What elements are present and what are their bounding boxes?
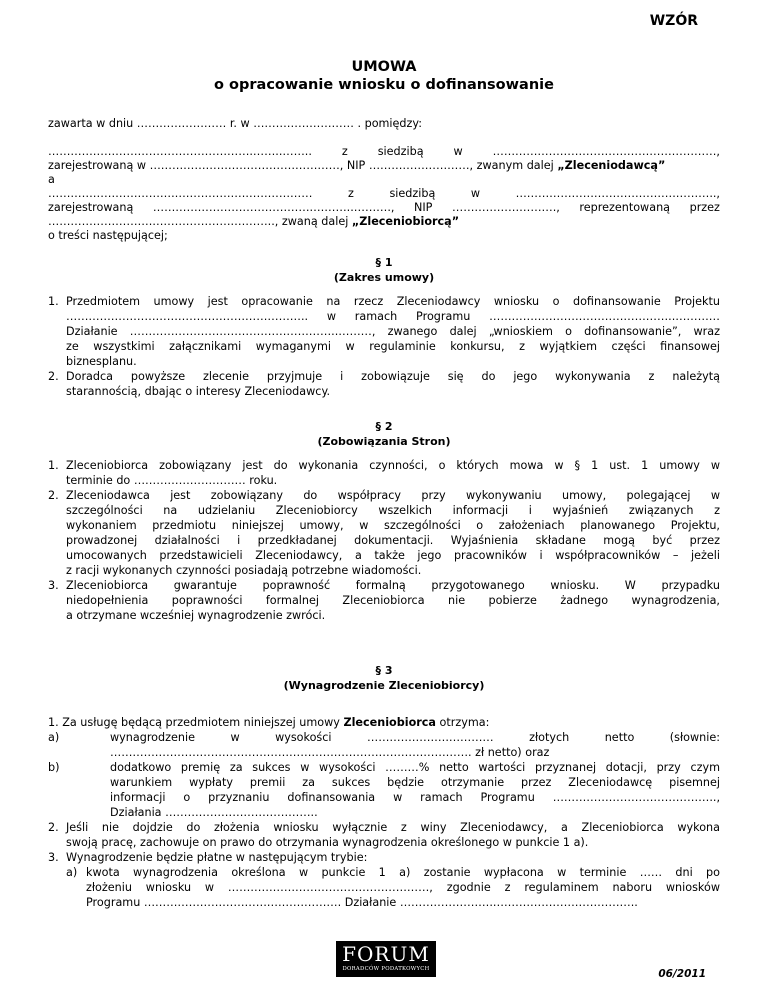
party1-line2: zarejestrowaną w ……………………………………………, NIP ………………………, zwanym dalej „Zleceniodawcą” xyxy=(48,159,666,172)
s1-item1-line5: biznesplanu. xyxy=(66,355,137,368)
party2-line2: zarejestrowaną …………………………………….………..………., NIP ………………………., reprezentowaną przez xyxy=(48,201,720,214)
logo-sub-text: DORADCÓW PODATKOWYCH xyxy=(342,966,430,972)
s2-item3-line3: a otrzymane wcześniej wynagrodzenie zwróci. xyxy=(66,609,326,622)
s2-item3-line1: Zleceniobiorca gwarantuje poprawność formalną przygotowanego wniosku. W przypadku xyxy=(66,579,720,592)
s2-item3-line2: niedopełnienia poprawności formalnej Zleceniobiorca nie pobierze żadnego wynagrodzenia, xyxy=(66,594,720,607)
list-number: 3. xyxy=(48,851,59,864)
s3-item2-line1: Jeśli nie dojdzie do złożenia wniosku wyłącznie z winy Zleceniodawcy, a Zleceniobiorca wykona xyxy=(66,821,720,834)
section2-title: (Zobowiązania Stron) xyxy=(317,435,451,448)
logo-main-text: FORUM xyxy=(342,942,430,966)
list-letter: b) xyxy=(48,761,60,774)
document-subtitle: o opracowanie wniosku o dofinansowanie xyxy=(214,77,554,93)
document-title: UMOWA xyxy=(351,59,417,75)
list-letter: a) xyxy=(48,731,60,744)
s2-item1-line2: terminie do ………………………… roku. xyxy=(66,474,278,487)
section3-sign: § 3 xyxy=(375,664,393,677)
document-date: 06/2011 xyxy=(658,968,706,980)
s1-item1-line2: ……………………………………………………….. w ramach Programu …………………………………………..………… xyxy=(66,310,720,323)
s2-item1-line1: Zleceniobiorca zobowiązany jest do wykonania czynności, o których mowa w § 1 ust. 1 umowy w xyxy=(66,459,720,472)
list-number: 2. xyxy=(48,370,59,383)
list-number: 2. xyxy=(48,489,59,502)
intro-closing: o treści następującej; xyxy=(48,229,168,242)
party2-line3: ……………………….………………….……….., zwaną dalej „Zleceniobiorcą” xyxy=(48,215,460,228)
section1-title: (Zakres umowy) xyxy=(333,271,435,284)
s3-item1b-line1: dodatkowo premię za sukces w wysokości ………% netto wartości przyznanej dotacji, przy czym xyxy=(110,761,720,774)
s2-item2-line5: umocowanych przedstawicieli Zleceniodawcy, a także jego pracowników i współpracowników – jeżeli xyxy=(66,549,720,562)
s3-item1b-line4: Działania ………………………………….. xyxy=(110,806,318,819)
contract-date-line: zawarta w dniu …………………… r. w ……………………… . pomiędzy: xyxy=(48,117,422,130)
section2-sign: § 2 xyxy=(375,420,393,433)
s2-item2-line4: prowadzonej działalności i przedkładanej dokumentacji. Wyjaśnienia składane mogą być przez xyxy=(66,534,720,547)
s3-item1b-line2: warunkiem wypłaty premii za sukces będzie otrzymanie przez Zleceniodawcę pisemnej xyxy=(110,776,720,789)
s3-item1b-line3: informacji o przyznaniu dofinansowania w ramach Programu …………………………………….., xyxy=(110,791,720,804)
s1-item1-line3: Działanie ………………………………………………..………, zwanego dalej „wnioskiem o dofinansowanie”, wraz xyxy=(66,325,720,338)
s3-item2-line2: swoją pracę, zachowuje on prawo do otrzymania wynagrodzenia określonego w punkcie 1 a). xyxy=(66,836,589,849)
s2-item2-line2: szczególności na udzielaniu Zleceniobiorcy wszelkich informacji i wyjaśnień związanych z xyxy=(66,504,720,517)
s1-item2-line1: Doradca powyższe zlecenie przyjmuje i zobowiązuje się do jego wykonywania z należytą xyxy=(66,370,720,383)
list-number: 2. xyxy=(48,821,59,834)
list-letter: a) xyxy=(66,866,78,879)
conjunction: a xyxy=(48,173,55,186)
s2-item2-line3: wykonaniem przedmiotu niniejszej umowy, w szczególności o założeniach planowanego Projektu, xyxy=(66,519,720,532)
s3-item1a-line2: ……………………………………………………………………………………. zł netto) oraz xyxy=(110,746,550,759)
party2-line1: …………………………….……………….……………… z siedzibą w …………………………………….……….., xyxy=(48,187,720,200)
s1-item1-line4: ze wszystkimi załącznikami wymaganymi w regulaminie konkursu, z wyjątkiem części finansowej xyxy=(66,340,720,353)
forum-logo xyxy=(336,941,436,977)
s3-item3a-line1: kwota wynagrodzenia określona w punkcie 1 a) zostanie wypłacona w terminie …… dni po xyxy=(86,866,720,879)
s2-item2-line6: z racji wykonanych czynności posiadają potrzebne wiadomości. xyxy=(66,564,422,577)
s3-item3a-line3: Programu …………………………….………………. Działanie ……………………..……………………………….. xyxy=(86,896,638,909)
s3-item1-line: 1. Za usługę będącą przedmiotem niniejszej umowy Zleceniobiorca otrzyma: xyxy=(48,716,490,729)
s1-item1-line1: Przedmiotem umowy jest opracowanie na rzecz Zleceniodawcy wniosku o dofinansowanie Projektu xyxy=(66,295,720,308)
s3-item3-line1: Wynagrodzenie będzie płatne w następującym trybie: xyxy=(66,851,368,864)
s3-item1a-line1: wynagrodzenie w wysokości ………………….………… złotych netto (słownie: xyxy=(110,731,720,744)
list-number: 3. xyxy=(48,579,59,592)
s2-item2-line1: Zleceniodawca jest zobowiązany do współpracy przy wykonywaniu umowy, polegającej w xyxy=(66,489,720,502)
section3-title: (Wynagrodzenie Zleceniobiorcy) xyxy=(283,679,485,692)
party1-line1: ……………………………………………….……..…….. z siedzibą w ……………………………………………………, xyxy=(48,145,720,158)
s1-item2-line2: starannością, dbając o interesy Zleceniodawcy. xyxy=(66,385,331,398)
section1-sign: § 1 xyxy=(375,256,393,269)
list-number: 1. xyxy=(48,459,59,472)
template-label: WZÓR xyxy=(649,13,698,29)
list-number: 1. xyxy=(48,295,59,308)
s3-item3a-line2: złożeniu wniosku w ………………………………………………, zgodnie z regulaminem naboru wniosków xyxy=(86,881,720,894)
